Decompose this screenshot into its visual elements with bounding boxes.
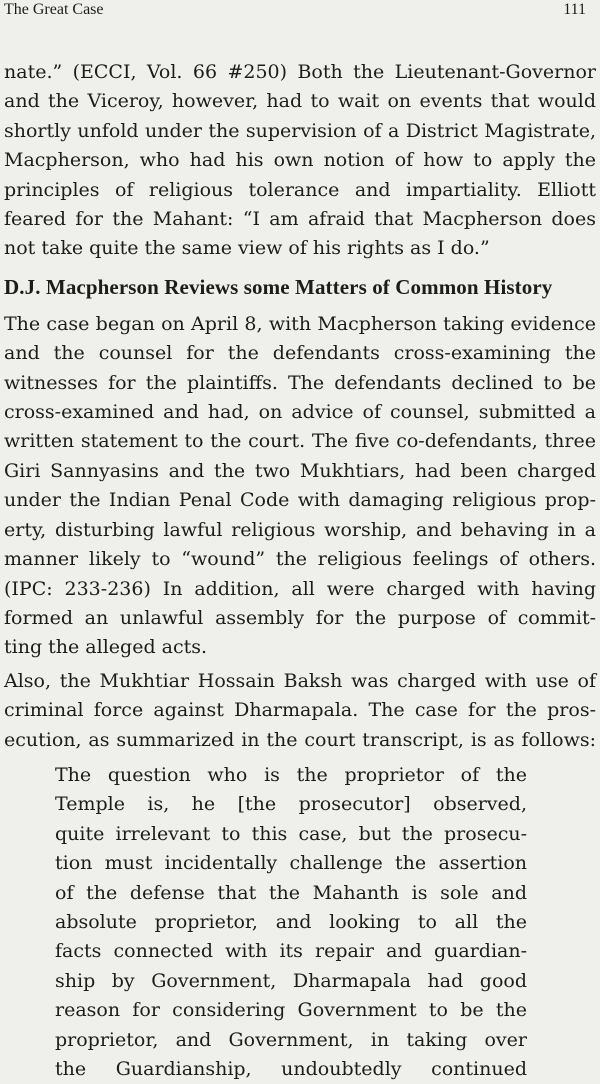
quote-line: proprietor, and Government, in taking over bbox=[55, 1028, 527, 1051]
text-line: principles of religious tolerance and impartiality. Elliott bbox=[4, 178, 596, 201]
quote-line: quite irrelevant to this case, but the prosecu- bbox=[55, 822, 527, 845]
running-head: The Great Case bbox=[4, 1, 104, 18]
page-number: 111 bbox=[563, 1, 586, 18]
text-line: erty, disturbing lawful religious worship, and behaving in a bbox=[4, 518, 596, 541]
paragraph-2 bbox=[4, 310, 596, 663]
quote-line: reason for considering Government to be the bbox=[55, 999, 527, 1022]
text-line: Giri Sannyasins and the two Mukhtiars, had been charged bbox=[4, 459, 596, 482]
text-line: not take quite the same view of his rights as I do.” bbox=[4, 237, 490, 260]
quote-line: of the defense that the Mahanth is sole and bbox=[55, 881, 527, 904]
text-line: criminal force against Dharmapala. The case for the pros- bbox=[4, 699, 596, 722]
paragraph-1 bbox=[4, 58, 596, 264]
quote-line: absolute proprietor, and looking to all the bbox=[55, 910, 527, 933]
quote-line: ship by Government, Dharmapala had good bbox=[55, 969, 527, 992]
text-line: nate.” (ECCI, Vol. 66 #250) Both the Lieutenant-Governor bbox=[4, 61, 596, 83]
quote-line: Temple is, he [the prosecutor] observed, bbox=[55, 793, 527, 816]
page-header bbox=[0, 0, 600, 22]
text-line: under the Indian Penal Code with damaging religious prop- bbox=[4, 489, 596, 512]
text-line: formed an unlawful assembly for the purpose of commit- bbox=[4, 606, 596, 629]
text-line: ecution, as summarized in the court transcript, is as follows: bbox=[4, 728, 596, 751]
text-line: and the counsel for the defendants cross-examining the bbox=[4, 342, 596, 365]
quote-line: facts connected with its repair and guardian- bbox=[55, 940, 527, 963]
text-line: Macpherson, who had his own notion of how to apply the bbox=[4, 149, 596, 172]
text-line: The case began on April 8, with Macpherson taking evidence bbox=[4, 312, 596, 335]
text-line: (IPC: 233-236) In addition, all were charged with having bbox=[4, 577, 596, 600]
paragraph-3 bbox=[4, 667, 596, 755]
text-line: feared for the Mahant: “I am afraid that Macpherson does bbox=[4, 208, 596, 231]
text-line: ting the alleged acts. bbox=[4, 636, 208, 659]
text-line: witnesses for the plaintiffs. The defendants declined to be bbox=[4, 371, 596, 394]
text-line: written statement to the court. The five co-defendants, three bbox=[4, 430, 596, 453]
block-quote bbox=[55, 761, 527, 1084]
quote-line: The question who is the proprietor of the bbox=[55, 763, 527, 786]
quote-line: tion must incidentally challenge the assertion bbox=[55, 852, 527, 875]
text-line: Also, the Mukhtiar Hossain Baksh was charged with use of bbox=[4, 669, 596, 692]
body-text bbox=[4, 58, 596, 1084]
text-line: shortly unfold under the supervision of a District Magistrate, bbox=[4, 119, 596, 142]
quote-line: the Guardianship, undoubtedly continued bbox=[55, 1058, 527, 1080]
text-line: and the Viceroy, however, had to wait on events that would bbox=[4, 90, 596, 113]
text-line: cross-examined and had, on advice of counsel, submitted a bbox=[4, 401, 596, 424]
text-line: manner likely to “wound” the religious feelings of others. bbox=[4, 548, 596, 571]
section-heading: D.J. Macpherson Reviews some Matters of Common History bbox=[4, 274, 553, 299]
